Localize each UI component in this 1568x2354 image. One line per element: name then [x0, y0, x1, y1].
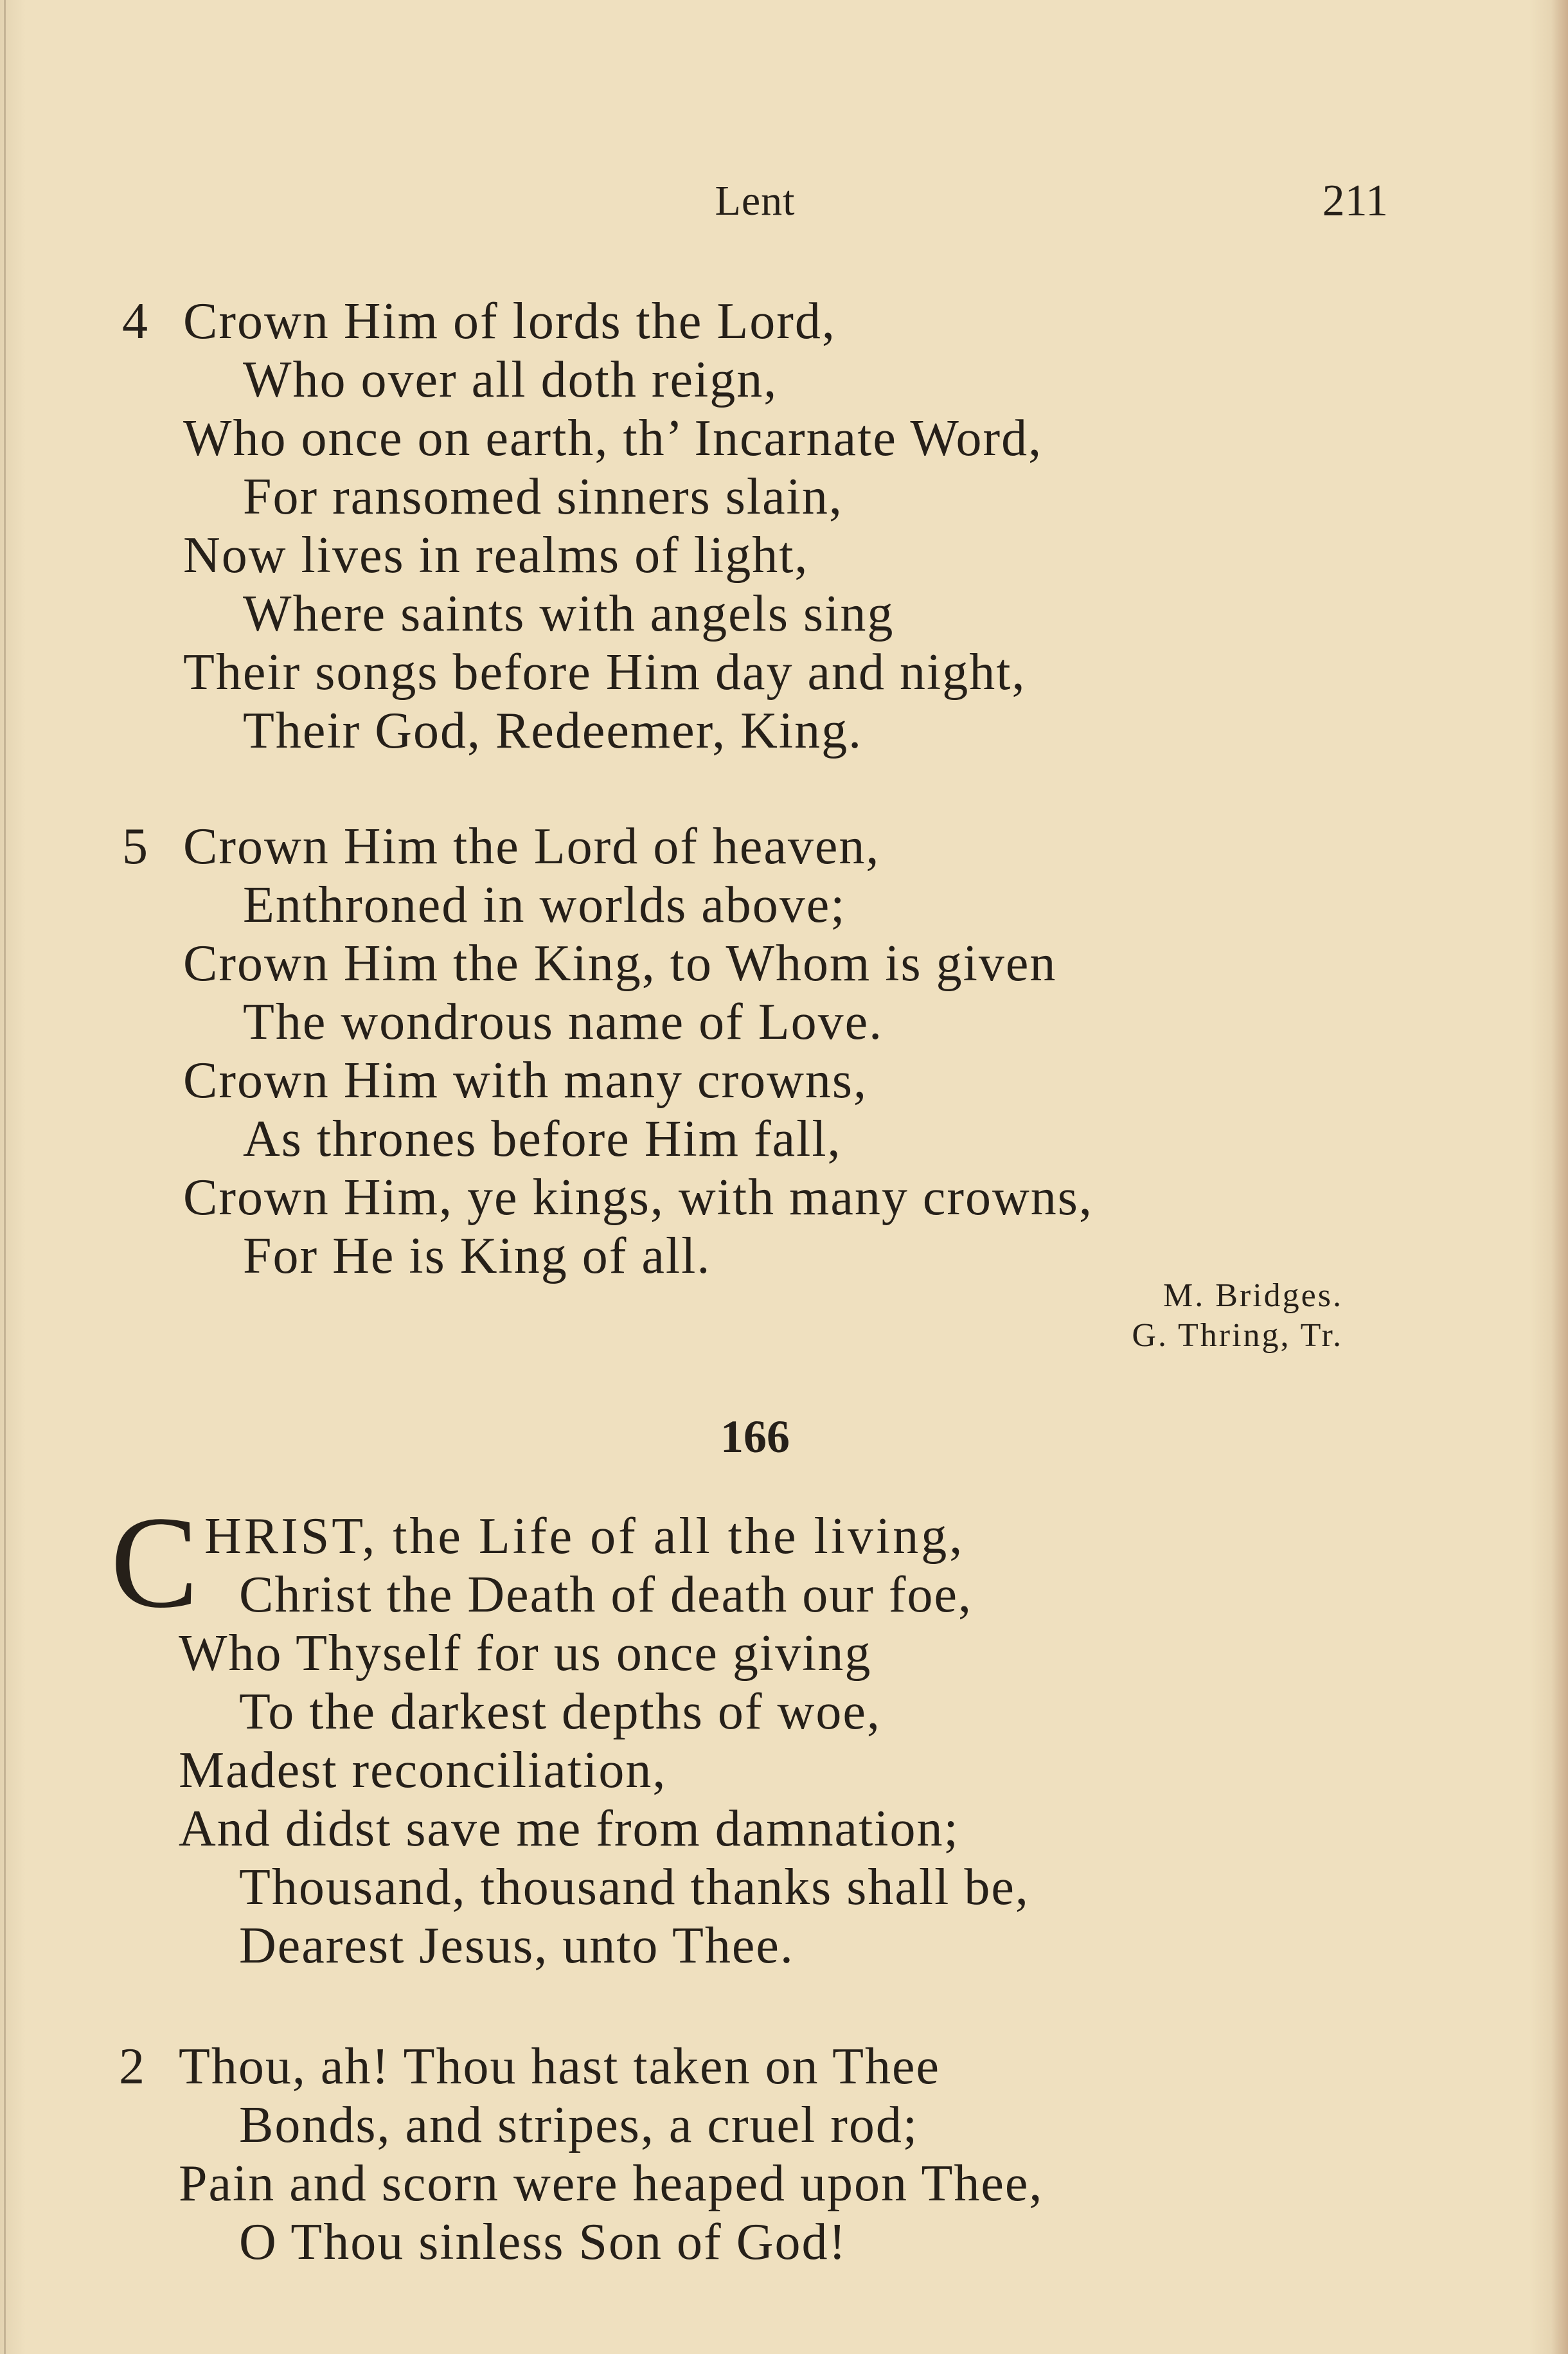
verse-line [0, 1566, 1568, 1624]
stanza-number: 5 [122, 818, 149, 875]
verse-text: Christ the Death of death our foe, [239, 1567, 973, 1623]
verse-line [0, 1169, 1568, 1227]
verse-text: Their songs before Him day and night, [183, 644, 1026, 701]
verse-line [0, 935, 1568, 993]
verse-line [0, 702, 1568, 760]
verse-line [0, 351, 1568, 409]
verse-text: Where saints with angels sing [243, 586, 895, 642]
verse-line [0, 2213, 1568, 2272]
verse-line [0, 1624, 1568, 1683]
verse-text: Who over all doth reign, [243, 352, 778, 408]
verse-text: Pain and scorn were heaped upon Thee, [179, 2155, 1044, 2212]
verse-text: Who once on earth, th’ Incarnate Word, [183, 410, 1043, 467]
hymn-166-stanza-1 [0, 1507, 1568, 1975]
page-number: 211 [1322, 176, 1388, 226]
verse-line [0, 1741, 1568, 1800]
verse-text: As thrones before Him fall, [243, 1111, 842, 1167]
verse-line [0, 468, 1568, 526]
verse-line [0, 292, 1568, 351]
verse-line [0, 409, 1568, 468]
verse-line [0, 1917, 1568, 1975]
hymn-attribution [1132, 1276, 1343, 1356]
hymn-166-stanza-2 [0, 2038, 1568, 2272]
verse-line [0, 585, 1568, 643]
verse-line [0, 993, 1568, 1052]
verse-line [0, 2096, 1568, 2155]
drop-cap: C [111, 1489, 199, 1635]
verse-line [0, 643, 1568, 702]
verse-line [0, 1858, 1568, 1917]
verse-line [0, 1110, 1568, 1169]
verse-text: Crown Him the King, to Whom is given [183, 935, 1057, 992]
verse-text: Madest reconciliation, [179, 1742, 667, 1799]
verse-text: Their God, Redeemer, King. [243, 703, 863, 759]
verse-text: Crown Him with many crowns, [183, 1052, 868, 1109]
verse-text: Now lives in realms of light, [183, 527, 809, 584]
running-title: Lent [715, 177, 796, 224]
hymn-165-stanza-5 [0, 818, 1568, 1286]
author: M. Bridges. [1163, 1277, 1343, 1314]
verse-text: Crown Him the Lord of heaven, [183, 818, 880, 875]
verse-line [0, 1683, 1568, 1741]
verse-line [0, 2038, 1568, 2096]
hymn-165-stanza-4 [0, 292, 1568, 760]
verse-line [0, 1507, 1568, 1566]
verse-line [0, 876, 1568, 935]
hymn-number: 166 [720, 1411, 790, 1462]
stanza-number: 2 [119, 2038, 146, 2095]
translator: G. Thring, Tr. [1132, 1317, 1343, 1354]
stanza-number: 4 [122, 293, 149, 350]
verse-line [0, 1800, 1568, 1858]
verse-line [0, 1052, 1568, 1110]
verse-text: For He is King of all. [243, 1228, 711, 1284]
verse-text: Dearest Jesus, unto Thee. [239, 1918, 794, 1974]
verse-line [0, 2155, 1568, 2213]
verse-text: And didst save me from damnation; [179, 1801, 959, 1857]
verse-line [0, 818, 1568, 876]
verse-text: For ransomed sinners slain, [243, 469, 843, 525]
verse-text: Thousand, thousand thanks shall be, [239, 1859, 1029, 1916]
verse-text: HRIST, the Life of all the living, [204, 1508, 965, 1565]
verse-text: Thou, ah! Thou hast taken on Thee [179, 2038, 940, 2095]
verse-text: Enthroned in worlds above; [243, 877, 846, 933]
verse-text: Crown Him of lords the Lord, [183, 293, 836, 350]
verse-text: Bonds, and stripes, a cruel rod; [239, 2097, 919, 2153]
verse-text: Who Thyself for us once giving [179, 1625, 872, 1682]
running-head [0, 172, 1568, 230]
verse-text: O Thou sinless Son of God! [239, 2214, 848, 2270]
verse-text: The wondrous name of Love. [243, 994, 884, 1050]
verse-text: Crown Him, ye kings, with many crowns, [183, 1169, 1093, 1226]
verse-text: To the darkest depths of woe, [239, 1684, 881, 1740]
verse-line [0, 526, 1568, 585]
